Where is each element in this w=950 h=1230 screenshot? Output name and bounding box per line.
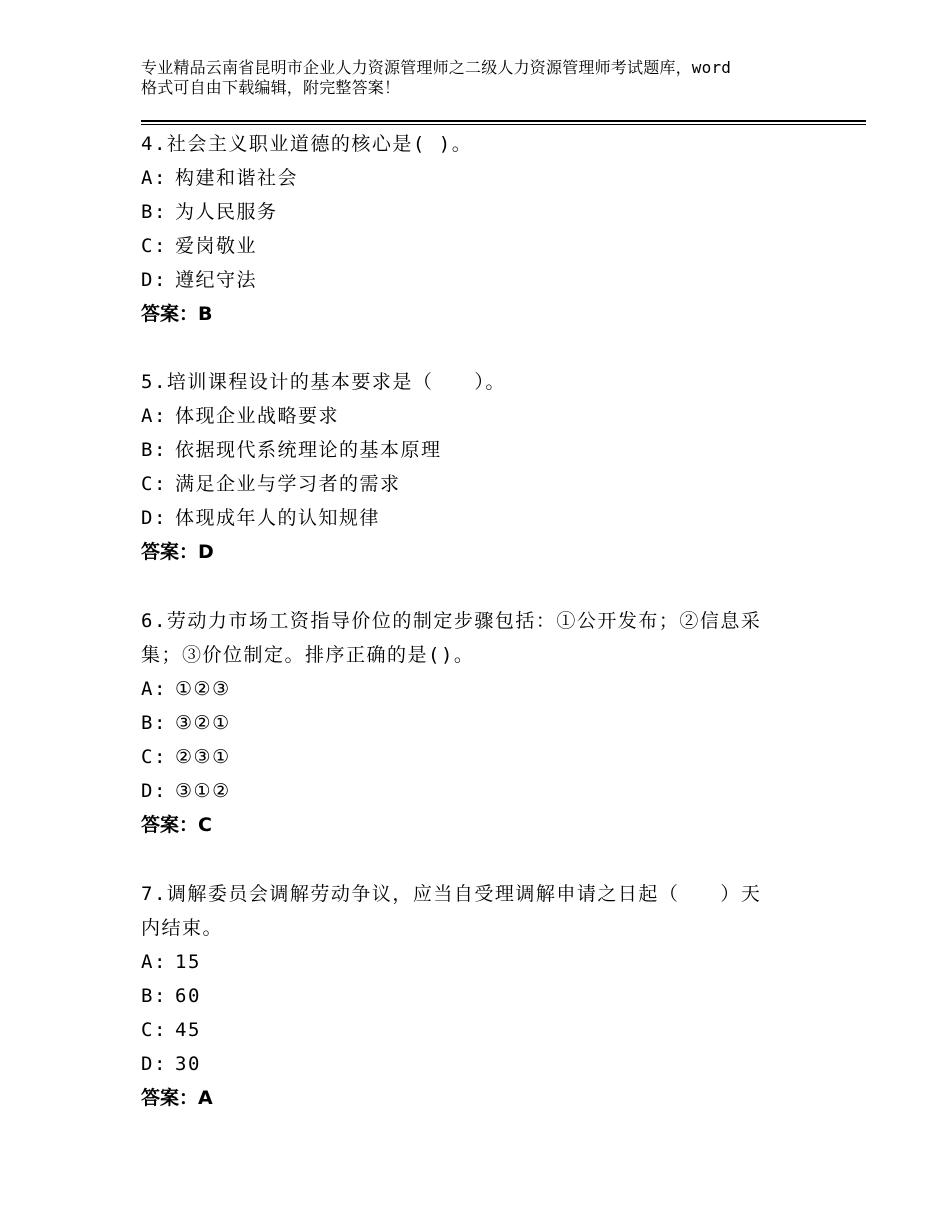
answer-label: 答案：A [141, 1087, 213, 1109]
answer-label: 答案：C [141, 814, 212, 836]
option-d [141, 1047, 841, 1081]
option-d [141, 263, 841, 297]
option-c [141, 467, 841, 501]
option-key: B: [141, 985, 167, 1007]
header-line-1: 专业精品云南省昆明市企业人力资源管理师之二级人力资源管理师考试题库，word [141, 58, 732, 77]
option-c [141, 740, 841, 774]
option-text: ③②① [175, 712, 231, 734]
option-key: D: [141, 507, 167, 529]
option-key: C: [141, 746, 167, 768]
stem-line: 4.社会主义职业道德的核心是( )。 [141, 133, 473, 155]
stem-line: 7.调解委员会调解劳动争议，应当自受理调解申请之日起（ ）天 [141, 883, 762, 905]
question-7 [141, 877, 841, 1115]
option-key: C: [141, 235, 167, 257]
option-key: B: [141, 712, 167, 734]
question-4 [141, 127, 841, 331]
option-key: A: [141, 678, 167, 700]
option-key: B: [141, 201, 167, 223]
stem-line: 6.劳动力市场工资指导价位的制定步骤包括：①公开发布；②信息采 [141, 610, 762, 632]
document-header [141, 58, 841, 98]
option-text: 15 [175, 951, 201, 973]
header-divider-thick [141, 120, 866, 122]
option-d [141, 774, 841, 808]
option-a [141, 399, 841, 433]
option-a [141, 161, 841, 195]
option-key: D: [141, 780, 167, 802]
option-text: 体现成年人的认知规律 [175, 507, 381, 529]
option-key: A: [141, 405, 167, 427]
option-text: ③①② [175, 780, 231, 802]
question-5 [141, 365, 841, 569]
option-text: 构建和谐社会 [175, 167, 299, 189]
option-key: D: [141, 269, 167, 291]
option-text: 爱岗敬业 [175, 235, 258, 257]
answer-label: 答案：D [141, 541, 214, 563]
question-stem [141, 365, 841, 399]
stem-line: 集；③价位制定。排序正确的是()。 [141, 644, 475, 666]
option-c [141, 229, 841, 263]
option-key: A: [141, 167, 167, 189]
option-b [141, 433, 841, 467]
option-d [141, 501, 841, 535]
option-text: 遵纪守法 [175, 269, 258, 291]
question-stem [141, 604, 841, 672]
option-text: 45 [175, 1019, 201, 1041]
option-text: 满足企业与学习者的需求 [175, 473, 401, 495]
option-key: C: [141, 1019, 167, 1041]
option-a [141, 945, 841, 979]
option-key: B: [141, 439, 167, 461]
answer-label: 答案：B [141, 303, 213, 325]
option-text: 依据现代系统理论的基本原理 [175, 439, 442, 461]
option-a [141, 672, 841, 706]
header-divider-thin [141, 124, 866, 125]
question-stem [141, 127, 841, 161]
option-key: A: [141, 951, 167, 973]
question-stem [141, 877, 841, 945]
option-text: ②③① [175, 746, 231, 768]
header-line-2: 格式可自由下载编辑，附完整答案！ [141, 78, 401, 97]
stem-line: 内结束。 [141, 917, 224, 939]
stem-line: 5.培训课程设计的基本要求是（ ）。 [141, 371, 506, 393]
option-b [141, 706, 841, 740]
option-text: ①②③ [175, 678, 231, 700]
option-key: D: [141, 1053, 167, 1075]
option-text: 60 [175, 985, 201, 1007]
option-b [141, 195, 841, 229]
option-text: 30 [175, 1053, 201, 1075]
question-6 [141, 604, 841, 842]
option-text: 为人民服务 [175, 201, 278, 223]
option-b [141, 979, 841, 1013]
option-key: C: [141, 473, 167, 495]
option-text: 体现企业战略要求 [175, 405, 340, 427]
option-c [141, 1013, 841, 1047]
